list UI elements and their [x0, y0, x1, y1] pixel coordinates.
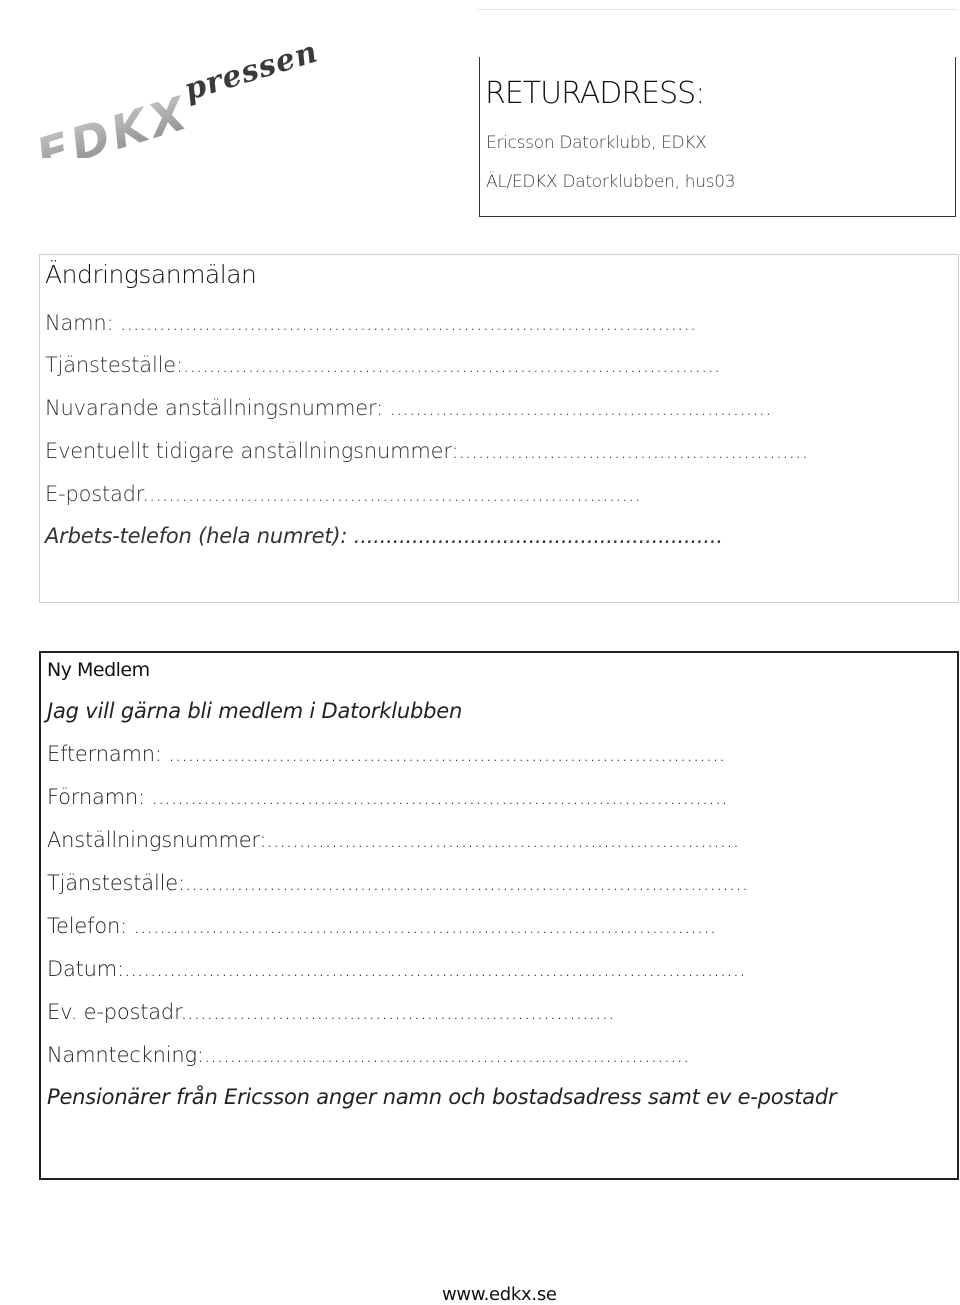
website-link[interactable]: www.edkx.se	[442, 1284, 557, 1305]
field-employee-number[interactable]: Anställningsnummer:.........................................................................	[47, 828, 740, 852]
field-phone[interactable]: Telefon: ..........................................................................................	[47, 914, 717, 938]
field-workplace[interactable]: Tjänsteställe:.......................................................................................	[47, 871, 749, 895]
change-form-title: Ändringsanmälan	[45, 260, 257, 289]
field-signature[interactable]: Namnteckning:...........................................................................	[47, 1043, 690, 1067]
field-name[interactable]: Namn: .........................................................................................	[45, 311, 697, 335]
field-previous-employee-number[interactable]: Eventuellt tidigare anställningsnummer:......................................................	[45, 439, 808, 463]
top-divider	[478, 9, 958, 10]
field-current-employee-number[interactable]: Nuvarande anställningsnummer: ...........................................................	[45, 396, 772, 420]
edkx-pressen-logo	[4, 18, 344, 158]
return-address-title: RETURADRESS:	[485, 76, 705, 111]
svg-text:EDKX: EDKX	[30, 85, 196, 158]
retiree-note: Pensionärer från Ericsson anger namn och bostadsadress samt ev e-postadr	[47, 1085, 837, 1109]
field-first-name[interactable]: Förnamn: .........................................................................................	[47, 785, 728, 809]
new-member-intro: Jag vill gärna bli medlem i Datorklubben	[47, 699, 463, 723]
new-member-title: Ny Medlem	[47, 659, 150, 681]
field-workplace[interactable]: Tjänsteställe:...................................................................................	[45, 353, 721, 377]
field-email[interactable]: E-postadr.............................................................................	[45, 482, 641, 506]
svg-text:pressen: pressen	[180, 34, 323, 109]
field-email[interactable]: Ev. e-postadr...................................................................	[47, 1000, 615, 1024]
field-work-phone[interactable]: Arbets-telefon (hela numret): .........................................................	[45, 524, 723, 548]
field-date[interactable]: Datum:................................................................................................	[47, 957, 746, 981]
return-address-line: ÄL/EDKX Datorklubben, hus03	[486, 172, 736, 192]
field-last-name[interactable]: Efternamn: ......................................................................................	[47, 742, 726, 766]
return-address-line: Ericsson Datorklubb, EDKX	[486, 133, 707, 153]
change-form-box	[39, 254, 959, 603]
